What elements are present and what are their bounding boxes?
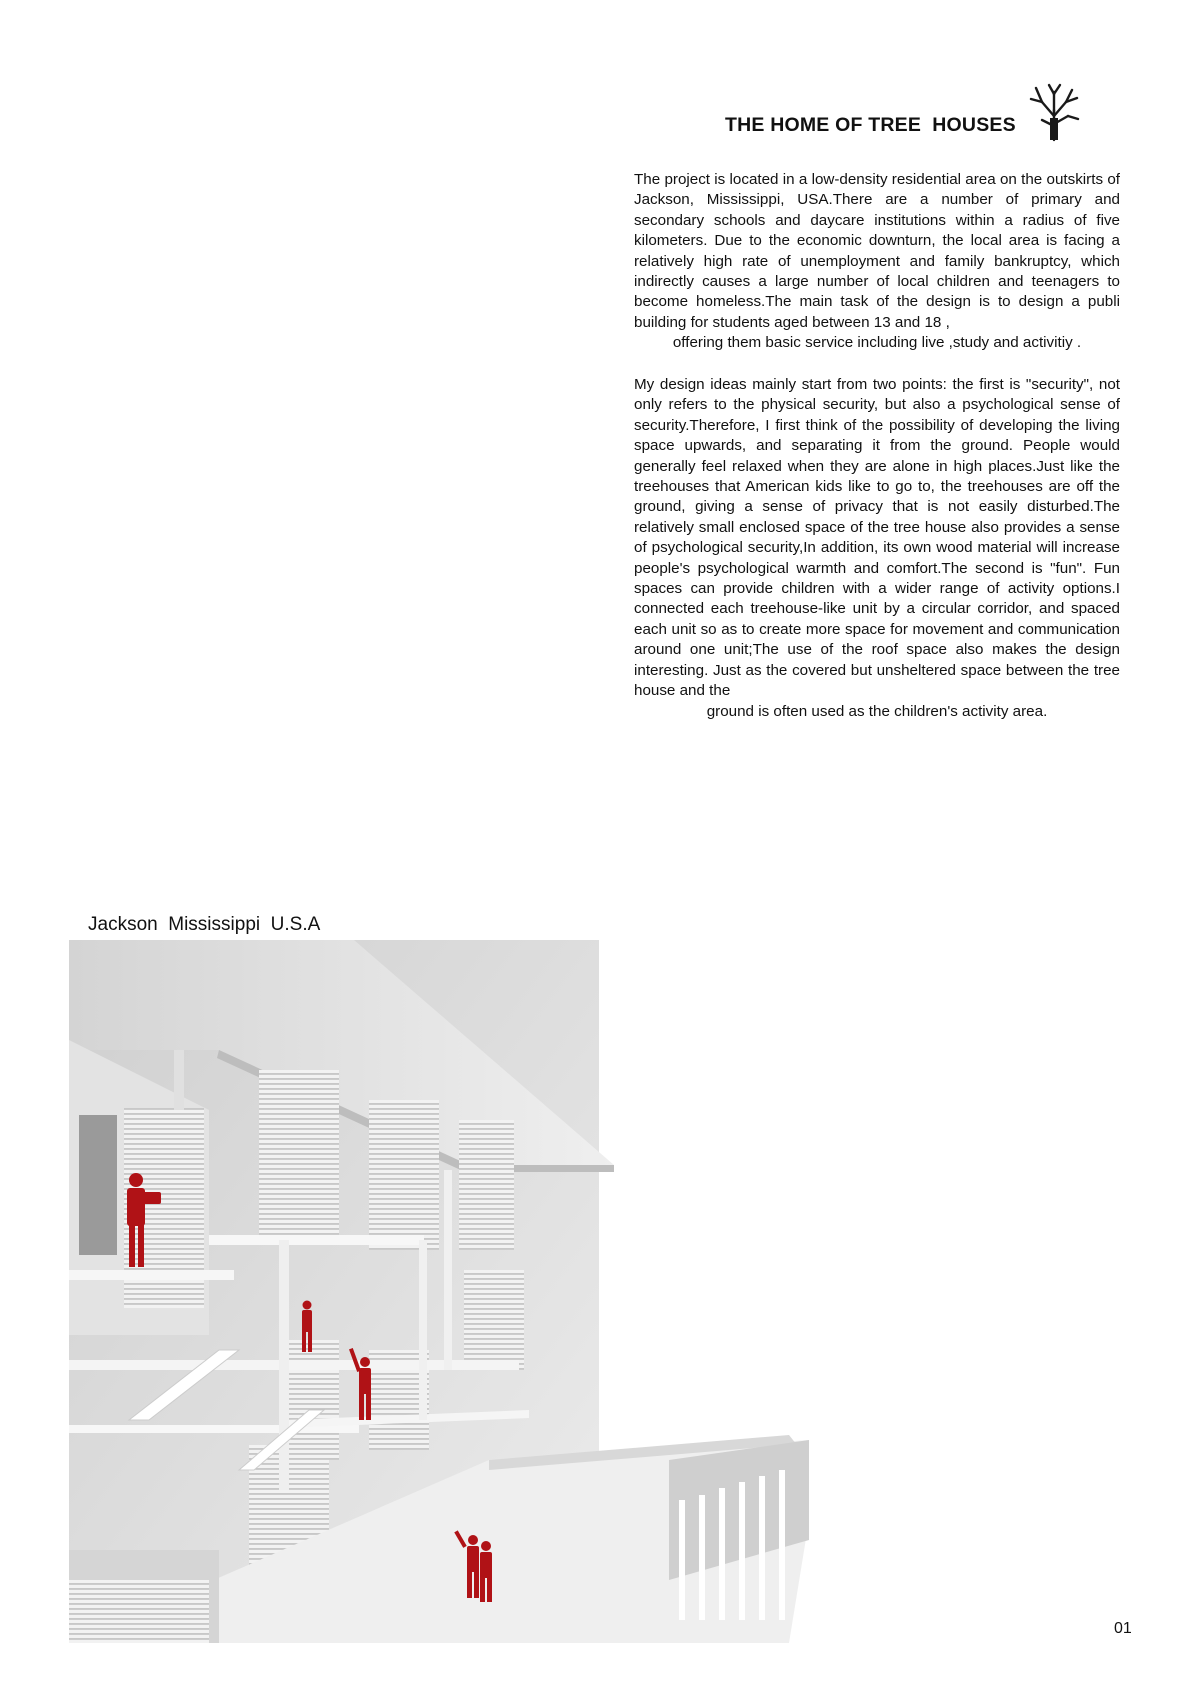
tower-louver-4: [464, 1270, 524, 1370]
tree-icon: [1028, 82, 1080, 142]
floor-slab-2: [209, 1235, 424, 1245]
column-4: [174, 1050, 184, 1110]
column-2: [419, 1240, 427, 1420]
page-number: 01: [1114, 1620, 1132, 1637]
column-3: [444, 1170, 452, 1370]
location-caption: Jackson Mississippi U.S.A: [88, 914, 321, 935]
tower-louver-3: [459, 1120, 514, 1250]
tower-louver-2: [369, 1100, 439, 1250]
lower-left-louver: [69, 1580, 209, 1643]
upper-balcony-opening: [79, 1115, 117, 1255]
floor-slab-1: [69, 1270, 234, 1280]
architectural-render: [69, 940, 879, 1643]
column-1: [279, 1240, 289, 1490]
design-ideas-paragraph-last-line: ground is often used as the children's activity area.: [706, 702, 1048, 720]
intro-paragraph-body: The project is located in a low-density residential area on the outskirts of Jackson, Mississippi, USA.There are a number of primary and secondary schools and daycare institutions within a radius of five kilometers. Due to the economic downturn, the local area is facing a relatively high rate of unemployment and family bankruptcy, which indirectly causes a large number of local children and teenagers to become homeless.The main task of the design is to design a publi building for students aged between 13 and 18 ,: [634, 171, 1120, 331]
intro-paragraph: [634, 170, 1120, 354]
design-ideas-paragraph: [634, 375, 1120, 722]
design-ideas-paragraph-body: My design ideas mainly start from two points: the first is "security", not only refers to the physical security, but also a psychological sense of security.Therefore, I first think of the possibility of developing the living space upwards, and separating it from the ground. People would generally feel relaxed when they are alone in high places.Just like the treehouses that American kids like to go to, the treehouses are off the ground, giving a sense of privacy that is not easily disturbed.The relatively small enclosed space of the tree house also provides a sense of psychological security,In addition, its own wood material will increase people's psychological warmth and comfort.The second is "fun". Fun spaces can provide children with a wider range of activity options.I connected each treehouse-like unit by a circular corridor, and spaced each unit so as to create more space for movement and communication around one unit;The use of the roof space also makes the design interesting. Just as the covered but unsheltered space between the tree house and the: [634, 376, 1120, 700]
intro-paragraph-last-line: offering them basic service including live ,study and activitiy .: [672, 334, 1082, 352]
document-title: THE HOME OF TREE HOUSES: [725, 114, 1016, 136]
tower-louver-1: [259, 1070, 339, 1235]
